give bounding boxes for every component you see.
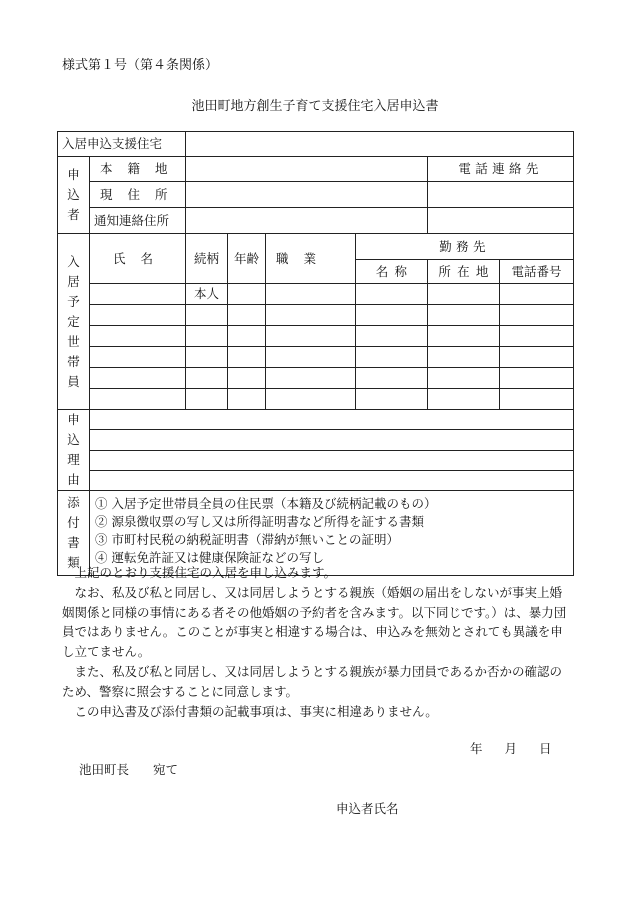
date-line bbox=[470, 739, 574, 757]
member-workplace-address-field[interactable] bbox=[428, 326, 500, 347]
housing-field[interactable] bbox=[186, 132, 574, 157]
housing-label: 入居申込支援住宅 bbox=[58, 132, 186, 157]
household-member-row bbox=[58, 305, 574, 326]
address-field[interactable] bbox=[186, 182, 428, 208]
col-age: 年齢 bbox=[228, 234, 266, 284]
member-workplace-address-field[interactable] bbox=[428, 368, 500, 389]
attachment-item: ② 源泉徴収票の写し又は所得証明書など所得を証する書類 bbox=[95, 514, 424, 529]
statement-paragraph: 上記のとおり支援住宅の入居を申し込みます。 bbox=[74, 565, 337, 580]
col-workplace: 勤務先 bbox=[356, 234, 574, 260]
member-workplace-name-field[interactable] bbox=[356, 389, 428, 410]
notify-address-label: 通知連絡住所 bbox=[90, 208, 186, 234]
domicile-label: 本籍地 bbox=[90, 157, 186, 182]
member-workplace-phone-field[interactable] bbox=[500, 368, 574, 389]
member-workplace-address-field[interactable] bbox=[428, 284, 500, 305]
member-relation: 本人 bbox=[186, 284, 228, 305]
applicant-group-label: 申 込 者 bbox=[58, 157, 90, 234]
household-member-row bbox=[58, 326, 574, 347]
member-name-field[interactable] bbox=[90, 368, 186, 389]
member-relation-field[interactable] bbox=[186, 347, 228, 368]
declaration-statement bbox=[62, 563, 574, 721]
col-relation: 続柄 bbox=[186, 234, 228, 284]
member-age-field[interactable] bbox=[228, 389, 266, 410]
member-age-field[interactable] bbox=[228, 368, 266, 389]
reason-line[interactable] bbox=[90, 410, 574, 430]
attachment-item: ① 入居予定世帯員全員の住民票（本籍及び続柄記載のもの） bbox=[95, 496, 437, 511]
household-member-row bbox=[58, 347, 574, 368]
household-member-row bbox=[58, 284, 574, 305]
member-workplace-phone-field[interactable] bbox=[500, 284, 574, 305]
attachment-item: ④ 運転免許証又は健康保険証などの写し bbox=[95, 550, 324, 565]
col-name: 氏名 bbox=[90, 234, 186, 284]
member-name-field[interactable] bbox=[90, 389, 186, 410]
reason-group-label: 申 込 理 由 bbox=[58, 410, 90, 491]
notify-address-field[interactable] bbox=[186, 208, 428, 234]
form-number: 様式第１号（第４条関係） bbox=[62, 58, 219, 73]
reason-line[interactable] bbox=[90, 450, 574, 470]
domicile-field[interactable] bbox=[186, 157, 428, 182]
member-age-field[interactable] bbox=[228, 305, 266, 326]
member-age-field[interactable] bbox=[228, 326, 266, 347]
member-occupation-field[interactable] bbox=[266, 305, 356, 326]
reason-line[interactable] bbox=[90, 430, 574, 450]
member-occupation-field[interactable] bbox=[266, 347, 356, 368]
statement-paragraph: この申込書及び添付書類の記載事項は、事実に相違ありません。 bbox=[74, 703, 438, 719]
member-workplace-phone-field[interactable] bbox=[500, 326, 574, 347]
member-relation-field[interactable] bbox=[186, 368, 228, 389]
application-table bbox=[57, 131, 574, 576]
member-workplace-name-field[interactable] bbox=[356, 326, 428, 347]
member-name-field[interactable] bbox=[90, 326, 186, 347]
contact-phone-field[interactable] bbox=[428, 182, 574, 208]
month-label: 月 bbox=[504, 741, 518, 756]
member-age-field[interactable] bbox=[228, 347, 266, 368]
attach-group-label: 添 付 書 類 bbox=[58, 491, 90, 576]
addressee-suffix: 宛て bbox=[153, 762, 179, 777]
member-relation-field[interactable] bbox=[186, 305, 228, 326]
member-occupation-field[interactable] bbox=[266, 368, 356, 389]
contact-phone-label: 電話連絡先 bbox=[428, 157, 574, 182]
member-workplace-name-field[interactable] bbox=[356, 305, 428, 326]
member-workplace-name-field[interactable] bbox=[356, 368, 428, 389]
col-occupation: 職業 bbox=[266, 234, 356, 284]
household-group-label: 入 居 予 定 世 帯 員 bbox=[58, 234, 90, 410]
member-relation-field[interactable] bbox=[186, 389, 228, 410]
member-workplace-address-field[interactable] bbox=[428, 305, 500, 326]
member-workplace-phone-field[interactable] bbox=[500, 389, 574, 410]
member-age-field[interactable] bbox=[228, 284, 266, 305]
household-member-row bbox=[58, 368, 574, 389]
day-label: 日 bbox=[539, 741, 552, 756]
member-workplace-address-field[interactable] bbox=[428, 389, 500, 410]
member-workplace-phone-field[interactable] bbox=[500, 347, 574, 368]
member-occupation-field[interactable] bbox=[266, 389, 356, 410]
col-workplace-address: 所在地 bbox=[428, 260, 500, 284]
member-relation-field[interactable] bbox=[186, 326, 228, 347]
year-label: 年 bbox=[470, 741, 483, 756]
col-workplace-phone: 電話番号 bbox=[500, 260, 574, 284]
member-workplace-address-field[interactable] bbox=[428, 347, 500, 368]
member-name-field[interactable] bbox=[90, 347, 186, 368]
member-workplace-name-field[interactable] bbox=[356, 347, 428, 368]
address-label: 現住所 bbox=[90, 182, 186, 208]
notify-extra-field[interactable] bbox=[428, 208, 574, 234]
member-occupation-field[interactable] bbox=[266, 284, 356, 305]
statement-paragraph: また、私及び私と同居し、又は同居しようとする親族が暴力団員であるか否かの確認のため、警察に照会することに同意します。 bbox=[62, 663, 563, 699]
addressee-name: 池田町長 bbox=[79, 762, 130, 777]
form-title: 池田町地方創生子育て支援住宅入居申込書 bbox=[191, 99, 439, 114]
col-workplace-name: 名称 bbox=[356, 260, 428, 284]
reason-line[interactable] bbox=[90, 470, 574, 490]
statement-paragraph: なお、私及び私と同居し、又は同居しようとする親族（婚姻の届出をしないが事実上婚姻関係と同様の事情にある者その他婚姻の予約者を含みます。以下同じです。）は、暴力団員ではありません。このことが事実と相違する場合は、申込みを無効とされても異議を申し立てません。 bbox=[62, 584, 567, 660]
member-name-field[interactable] bbox=[90, 305, 186, 326]
member-name-field[interactable] bbox=[90, 284, 186, 305]
attachment-item: ③ 市町村民税の納税証明書（滞納が無いことの証明） bbox=[95, 532, 399, 547]
member-workplace-name-field[interactable] bbox=[356, 284, 428, 305]
member-occupation-field[interactable] bbox=[266, 326, 356, 347]
applicant-name-label: 申込者氏名 bbox=[336, 801, 399, 816]
household-member-row bbox=[58, 389, 574, 410]
addressee bbox=[79, 760, 178, 778]
member-workplace-phone-field[interactable] bbox=[500, 305, 574, 326]
